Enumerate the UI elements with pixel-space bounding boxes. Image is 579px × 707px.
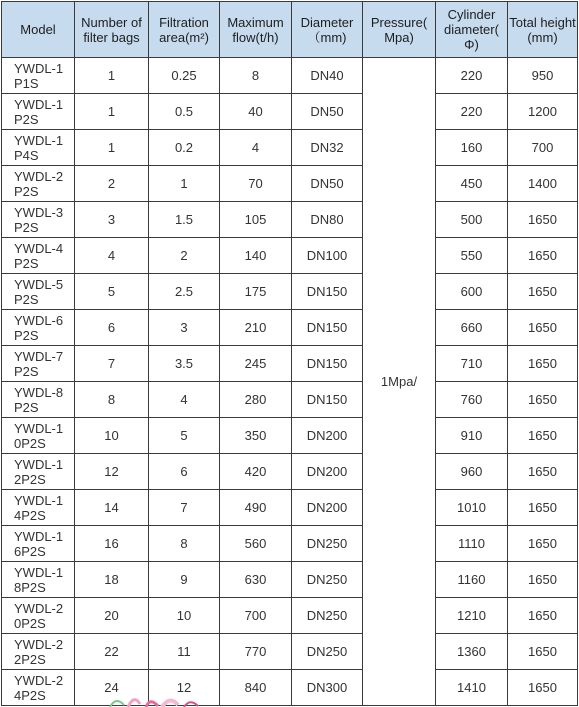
cell-model <box>2 634 75 670</box>
column-header-diameter: Diameter （mm) <box>292 2 363 58</box>
cell-area: 1 <box>149 166 220 202</box>
cell-diameter: DN250 <box>292 526 363 562</box>
table-row <box>2 634 578 670</box>
cell-area: 2 <box>149 238 220 274</box>
cell-bags: 6 <box>75 310 149 346</box>
cell-diameter: DN250 <box>292 562 363 598</box>
cell-model <box>2 130 75 166</box>
cell-height: 1650 <box>508 562 578 598</box>
cell-height: 1650 <box>508 598 578 634</box>
cell-diameter: DN80 <box>292 202 363 238</box>
cell-height: 950 <box>508 58 578 94</box>
cell-diameter: DN150 <box>292 346 363 382</box>
cell-flow: 40 <box>220 94 292 130</box>
cell-height: 1650 <box>508 526 578 562</box>
cell-diameter: DN50 <box>292 94 363 130</box>
model-text: YWDL-16P2S <box>14 528 64 559</box>
table-row <box>2 202 578 238</box>
cell-height: 1650 <box>508 634 578 670</box>
table-row <box>2 598 578 634</box>
cell-cylinder: 220 <box>436 94 508 130</box>
cell-pressure: 1Mpa/ <box>363 58 436 706</box>
cell-height: 1650 <box>508 202 578 238</box>
cell-height: 1650 <box>508 454 578 490</box>
table-body <box>2 58 578 706</box>
cell-model <box>2 526 75 562</box>
cell-flow: 210 <box>220 310 292 346</box>
cell-height: 1200 <box>508 94 578 130</box>
cell-model <box>2 598 75 634</box>
cell-bags: 24 <box>75 670 149 706</box>
cell-diameter: DN300 <box>292 670 363 706</box>
model-text: YWDL-20P2S <box>14 600 64 631</box>
cell-height: 1650 <box>508 418 578 454</box>
cell-cylinder: 1160 <box>436 562 508 598</box>
table-row <box>2 382 578 418</box>
model-text: YWDL-6P2S <box>14 312 64 343</box>
cell-height: 700 <box>508 130 578 166</box>
cell-cylinder: 910 <box>436 418 508 454</box>
table-row <box>2 94 578 130</box>
cell-area: 9 <box>149 562 220 598</box>
model-text: YWDL-1P1S <box>14 60 64 91</box>
cell-area: 0.2 <box>149 130 220 166</box>
cell-flow: 350 <box>220 418 292 454</box>
cell-flow: 245 <box>220 346 292 382</box>
cell-height: 1400 <box>508 166 578 202</box>
cell-diameter: DN200 <box>292 490 363 526</box>
cell-model <box>2 490 75 526</box>
column-header-max-flow: Maximum flow(t/h) <box>220 2 292 58</box>
cell-diameter: DN200 <box>292 454 363 490</box>
cell-flow: 70 <box>220 166 292 202</box>
cell-diameter: DN150 <box>292 274 363 310</box>
cell-cylinder: 1110 <box>436 526 508 562</box>
cell-diameter: DN40 <box>292 58 363 94</box>
cell-flow: 8 <box>220 58 292 94</box>
cell-model <box>2 454 75 490</box>
table-row <box>2 670 578 706</box>
cell-flow: 140 <box>220 238 292 274</box>
model-text: YWDL-8P2S <box>14 384 64 415</box>
table-row <box>2 310 578 346</box>
cell-diameter: DN200 <box>292 418 363 454</box>
column-header-filter-bags: Number of filter bags <box>75 2 149 58</box>
table-row <box>2 490 578 526</box>
cell-cylinder: 1410 <box>436 670 508 706</box>
cell-area: 3 <box>149 310 220 346</box>
cell-bags: 12 <box>75 454 149 490</box>
cell-area: 12 <box>149 670 220 706</box>
cell-model <box>2 274 75 310</box>
cell-bags: 16 <box>75 526 149 562</box>
cell-cylinder: 1010 <box>436 490 508 526</box>
cell-area: 3.5 <box>149 346 220 382</box>
spec-table <box>1 1 578 706</box>
cell-cylinder: 500 <box>436 202 508 238</box>
model-text: YWDL-1P4S <box>14 132 64 163</box>
cell-model <box>2 346 75 382</box>
cell-flow: 4 <box>220 130 292 166</box>
column-header-filtration-area: Filtration area(m²) <box>149 2 220 58</box>
cell-area: 8 <box>149 526 220 562</box>
cell-height: 1650 <box>508 238 578 274</box>
model-text: YWDL-18P2S <box>14 564 64 595</box>
table-row <box>2 130 578 166</box>
table-row <box>2 274 578 310</box>
cell-bags: 1 <box>75 58 149 94</box>
model-text: YWDL-24P2S <box>14 672 64 703</box>
cell-height: 1650 <box>508 346 578 382</box>
cell-bags: 8 <box>75 382 149 418</box>
cell-flow: 700 <box>220 598 292 634</box>
cell-area: 0.5 <box>149 94 220 130</box>
model-text: YWDL-1P2S <box>14 96 64 127</box>
cell-model <box>2 310 75 346</box>
table-row <box>2 418 578 454</box>
cell-model <box>2 58 75 94</box>
cell-model <box>2 166 75 202</box>
model-text: YWDL-4P2S <box>14 240 64 271</box>
cell-height: 1650 <box>508 310 578 346</box>
cell-flow: 560 <box>220 526 292 562</box>
cell-model <box>2 382 75 418</box>
cell-cylinder: 710 <box>436 346 508 382</box>
model-text: YWDL-3P2S <box>14 204 64 235</box>
model-text: YWDL-12P2S <box>14 456 64 487</box>
cell-cylinder: 760 <box>436 382 508 418</box>
cell-area: 10 <box>149 598 220 634</box>
cell-diameter: DN32 <box>292 130 363 166</box>
cell-area: 2.5 <box>149 274 220 310</box>
cell-flow: 630 <box>220 562 292 598</box>
cell-cylinder: 960 <box>436 454 508 490</box>
cell-area: 4 <box>149 382 220 418</box>
table-row <box>2 346 578 382</box>
cell-area: 0.25 <box>149 58 220 94</box>
cell-area: 6 <box>149 454 220 490</box>
cell-area: 5 <box>149 418 220 454</box>
table-row <box>2 562 578 598</box>
cell-diameter: DN250 <box>292 634 363 670</box>
model-text: YWDL-2P2S <box>14 168 64 199</box>
cell-flow: 105 <box>220 202 292 238</box>
cell-area: 7 <box>149 490 220 526</box>
decorative-flower-graphic <box>100 692 210 707</box>
cell-area: 11 <box>149 634 220 670</box>
cell-cylinder: 450 <box>436 166 508 202</box>
cell-bags: 4 <box>75 238 149 274</box>
cell-model <box>2 670 75 706</box>
cell-cylinder: 220 <box>436 58 508 94</box>
cell-flow: 280 <box>220 382 292 418</box>
column-header-cylinder-diameter: Cylinder diameter( Φ) <box>436 2 508 58</box>
cell-flow: 490 <box>220 490 292 526</box>
cell-flow: 420 <box>220 454 292 490</box>
cell-bags: 1 <box>75 130 149 166</box>
column-header-pressure: Pressure( Mpa) <box>363 2 436 58</box>
cell-bags: 5 <box>75 274 149 310</box>
table-row <box>2 166 578 202</box>
cell-area: 1.5 <box>149 202 220 238</box>
cell-model <box>2 202 75 238</box>
cell-cylinder: 1360 <box>436 634 508 670</box>
cell-diameter: DN250 <box>292 598 363 634</box>
column-header-total-height: Total height (mm) <box>508 2 578 58</box>
cell-model <box>2 418 75 454</box>
table-row <box>2 238 578 274</box>
cell-bags: 7 <box>75 346 149 382</box>
cell-bags: 14 <box>75 490 149 526</box>
cell-cylinder: 160 <box>436 130 508 166</box>
cell-model <box>2 562 75 598</box>
model-text: YWDL-22P2S <box>14 636 64 667</box>
cell-bags: 2 <box>75 166 149 202</box>
cell-diameter: DN150 <box>292 310 363 346</box>
column-header-model: Model <box>2 2 75 58</box>
table-row <box>2 454 578 490</box>
model-text: YWDL-5P2S <box>14 276 64 307</box>
cell-cylinder: 600 <box>436 274 508 310</box>
cell-flow: 175 <box>220 274 292 310</box>
cell-height: 1650 <box>508 670 578 706</box>
cell-diameter: DN150 <box>292 382 363 418</box>
cell-height: 1650 <box>508 490 578 526</box>
model-text: YWDL-10P2S <box>14 420 64 451</box>
cell-flow: 770 <box>220 634 292 670</box>
model-text: YWDL-14P2S <box>14 492 64 523</box>
cell-cylinder: 550 <box>436 238 508 274</box>
cell-bags: 20 <box>75 598 149 634</box>
model-text: YWDL-7P2S <box>14 348 64 379</box>
cell-diameter: DN100 <box>292 238 363 274</box>
table-row <box>2 58 578 94</box>
cell-bags: 22 <box>75 634 149 670</box>
cell-bags: 1 <box>75 94 149 130</box>
header-row <box>2 2 578 58</box>
cell-height: 1650 <box>508 382 578 418</box>
cell-bags: 3 <box>75 202 149 238</box>
cell-height: 1650 <box>508 274 578 310</box>
cell-bags: 18 <box>75 562 149 598</box>
table-header <box>2 2 578 58</box>
cell-model <box>2 238 75 274</box>
cell-bags: 10 <box>75 418 149 454</box>
cell-flow: 840 <box>220 670 292 706</box>
cell-cylinder: 1210 <box>436 598 508 634</box>
table-row <box>2 526 578 562</box>
cell-model <box>2 94 75 130</box>
cell-diameter: DN50 <box>292 166 363 202</box>
cell-cylinder: 660 <box>436 310 508 346</box>
